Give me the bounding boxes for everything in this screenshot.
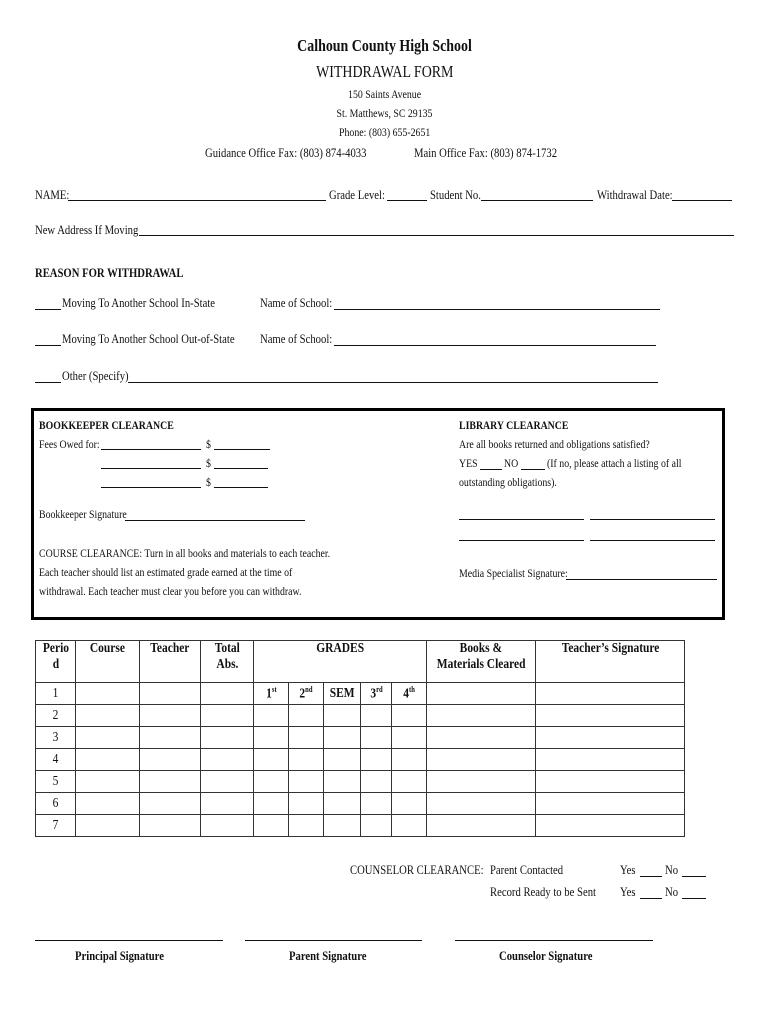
grade-cell[interactable] bbox=[289, 793, 324, 815]
bookkeeper-signature-label: Bookkeeper Signature bbox=[39, 507, 127, 521]
in-state-label: Moving To Another School In-State bbox=[62, 295, 216, 310]
grade-cell[interactable] bbox=[392, 815, 427, 837]
library-no-field[interactable] bbox=[521, 469, 545, 470]
library-no-label: NO bbox=[504, 456, 519, 470]
course-cell[interactable] bbox=[76, 705, 140, 727]
out-of-state-label: Moving To Another School Out-of-State bbox=[62, 331, 235, 346]
total-abs-cell[interactable] bbox=[201, 749, 254, 771]
table-row bbox=[36, 771, 685, 793]
course-cell[interactable] bbox=[76, 727, 140, 749]
withdrawal-date-label: Withdrawal Date: bbox=[597, 187, 673, 202]
header-teacher: Teacher bbox=[140, 641, 201, 683]
address-line2: St. Matthews, SC 29135 bbox=[337, 106, 433, 120]
grade-cell[interactable] bbox=[289, 727, 324, 749]
grade-4th-header: 4th bbox=[392, 683, 427, 705]
books-cleared-cell[interactable] bbox=[427, 727, 536, 749]
grade-cell[interactable] bbox=[361, 727, 392, 749]
teacher-cell[interactable] bbox=[140, 815, 201, 837]
course-cell[interactable] bbox=[76, 749, 140, 771]
principal-signature-field[interactable] bbox=[35, 940, 223, 941]
grade-2nd-header: 2nd bbox=[289, 683, 324, 705]
other-field[interactable] bbox=[128, 382, 658, 383]
guidance-fax: Guidance Office Fax: (803) 874-4033 bbox=[205, 145, 367, 160]
grade-cell[interactable] bbox=[324, 705, 361, 727]
fee-item-2[interactable] bbox=[101, 468, 201, 469]
grade-cell[interactable] bbox=[392, 771, 427, 793]
fee-item-1[interactable] bbox=[101, 449, 201, 450]
teacher-signature-cell[interactable] bbox=[536, 683, 685, 705]
grade-cell[interactable] bbox=[324, 815, 361, 837]
teacher-cell[interactable] bbox=[140, 771, 201, 793]
grade-cell[interactable] bbox=[361, 793, 392, 815]
table-row bbox=[36, 815, 685, 837]
table-row bbox=[36, 749, 685, 771]
period-cell: 1 bbox=[36, 683, 76, 705]
teacher-cell[interactable] bbox=[140, 683, 201, 705]
record-ready-no-field[interactable] bbox=[682, 898, 706, 899]
out-of-state-school-field[interactable] bbox=[334, 345, 656, 346]
library-note-part2: outstanding obligations). bbox=[459, 475, 557, 489]
grade-cell[interactable] bbox=[361, 771, 392, 793]
grade-cell[interactable] bbox=[254, 705, 289, 727]
grade-cell[interactable] bbox=[254, 815, 289, 837]
grade-cell[interactable] bbox=[289, 749, 324, 771]
grade-cell[interactable] bbox=[392, 705, 427, 727]
table-header-row bbox=[36, 641, 685, 683]
teacher-signature-cell[interactable] bbox=[536, 771, 685, 793]
bookkeeper-heading: BOOKKEEPER CLEARANCE bbox=[39, 418, 174, 432]
out-of-state-check[interactable] bbox=[35, 345, 61, 346]
grade-cell[interactable] bbox=[324, 771, 361, 793]
library-obligation-line-4[interactable] bbox=[590, 540, 715, 541]
media-signature-field[interactable] bbox=[566, 579, 717, 580]
books-cleared-cell[interactable] bbox=[427, 705, 536, 727]
counselor-signature-label: Counselor Signature bbox=[499, 948, 593, 963]
library-yes-label: YES bbox=[459, 456, 478, 470]
books-cleared-cell[interactable] bbox=[427, 771, 536, 793]
table-row bbox=[36, 705, 685, 727]
grade-cell[interactable] bbox=[361, 815, 392, 837]
total-abs-cell[interactable] bbox=[201, 727, 254, 749]
fee-amount-3[interactable] bbox=[214, 487, 268, 488]
grade-cell[interactable] bbox=[289, 771, 324, 793]
principal-signature-label: Principal Signature bbox=[75, 948, 164, 963]
library-obligation-line-1[interactable] bbox=[459, 519, 584, 520]
grade-cell[interactable] bbox=[254, 771, 289, 793]
bookkeeper-signature-field[interactable] bbox=[125, 520, 305, 521]
reason-heading: REASON FOR WITHDRAWAL bbox=[35, 265, 184, 280]
dollar-sign-1: $ bbox=[206, 437, 211, 451]
header-course: Course bbox=[76, 641, 140, 683]
library-question: Are all books returned and obligations satisfied? bbox=[459, 437, 650, 451]
fee-amount-1[interactable] bbox=[214, 449, 270, 450]
form-title: WITHDRAWAL FORM bbox=[316, 62, 454, 81]
grade-cell[interactable] bbox=[324, 749, 361, 771]
total-abs-cell[interactable] bbox=[201, 683, 254, 705]
fees-owed-label: Fees Owed for: bbox=[39, 437, 100, 451]
record-ready-label: Record Ready to be Sent bbox=[490, 884, 596, 899]
teacher-signature-cell[interactable] bbox=[536, 749, 685, 771]
library-yes-field[interactable] bbox=[480, 469, 502, 470]
period-cell: 5 bbox=[36, 771, 76, 793]
books-cleared-cell[interactable] bbox=[427, 793, 536, 815]
record-ready-yes-label: Yes bbox=[620, 884, 636, 899]
period-cell: 2 bbox=[36, 705, 76, 727]
student-no-label: Student No. bbox=[430, 187, 481, 202]
grade-cell[interactable] bbox=[289, 815, 324, 837]
name-label: NAME: bbox=[35, 187, 70, 202]
grade-cell[interactable] bbox=[324, 793, 361, 815]
parent-contacted-no-field[interactable] bbox=[682, 876, 706, 877]
teacher-cell[interactable] bbox=[140, 727, 201, 749]
header-total-abs: Total Abs. bbox=[201, 641, 254, 683]
address-line1: 150 Saints Avenue bbox=[348, 87, 422, 101]
library-heading: LIBRARY CLEARANCE bbox=[459, 418, 569, 432]
new-address-field[interactable] bbox=[139, 235, 734, 236]
grade-cell[interactable] bbox=[254, 793, 289, 815]
record-ready-no-label: No bbox=[665, 884, 679, 899]
library-note-part1: (If no, please attach a listing of all bbox=[547, 456, 682, 470]
main-fax: Main Office Fax: (803) 874-1732 bbox=[414, 145, 558, 160]
counselor-clearance-label: COUNSELOR CLEARANCE: bbox=[350, 862, 484, 877]
period-cell: 4 bbox=[36, 749, 76, 771]
course-cell[interactable] bbox=[76, 683, 140, 705]
dollar-sign-3: $ bbox=[206, 475, 211, 489]
total-abs-cell[interactable] bbox=[201, 771, 254, 793]
parent-signature-field[interactable] bbox=[245, 940, 422, 941]
in-state-check[interactable] bbox=[35, 309, 61, 310]
parent-contacted-yes-label: Yes bbox=[620, 862, 636, 877]
grade-cell[interactable] bbox=[392, 793, 427, 815]
fee-item-3[interactable] bbox=[101, 487, 201, 488]
school-name: Calhoun County High School bbox=[297, 36, 473, 55]
course-cell[interactable] bbox=[76, 815, 140, 837]
total-abs-cell[interactable] bbox=[201, 705, 254, 727]
grade-cell[interactable] bbox=[392, 749, 427, 771]
teacher-cell[interactable] bbox=[140, 749, 201, 771]
header-grades: GRADES bbox=[254, 641, 427, 683]
period-cell: 7 bbox=[36, 815, 76, 837]
teacher-signature-cell[interactable] bbox=[536, 727, 685, 749]
period-cell: 6 bbox=[36, 793, 76, 815]
books-cleared-cell[interactable] bbox=[427, 815, 536, 837]
table-row bbox=[36, 727, 685, 749]
counselor-signature-field[interactable] bbox=[455, 940, 653, 941]
withdrawal-date-field[interactable] bbox=[672, 200, 732, 201]
grade-3rd-header: 3rd bbox=[361, 683, 392, 705]
course-clearance-line3: withdrawal. Each teacher must clear you before you can withdraw. bbox=[39, 584, 302, 598]
grade-cell[interactable] bbox=[361, 749, 392, 771]
course-grades-table bbox=[35, 640, 685, 837]
grade-sem-header: SEM bbox=[324, 683, 361, 705]
grade-cell[interactable] bbox=[392, 727, 427, 749]
teacher-signature-cell[interactable] bbox=[536, 793, 685, 815]
grade-cell[interactable] bbox=[254, 727, 289, 749]
teacher-signature-cell[interactable] bbox=[536, 705, 685, 727]
parent-signature-label: Parent Signature bbox=[289, 948, 367, 963]
table-row bbox=[36, 683, 685, 705]
name-field[interactable] bbox=[68, 200, 326, 201]
grade-cell[interactable] bbox=[361, 705, 392, 727]
grade-1st-header: 1st bbox=[254, 683, 289, 705]
out-of-state-school-label: Name of School: bbox=[260, 331, 333, 346]
parent-contacted-yes-field[interactable] bbox=[640, 876, 662, 877]
books-cleared-cell[interactable] bbox=[427, 749, 536, 771]
media-signature-label: Media Specialist Signature: bbox=[459, 566, 568, 580]
table-row bbox=[36, 793, 685, 815]
parent-contacted-label: Parent Contacted bbox=[490, 862, 564, 877]
other-label: Other (Specify) bbox=[62, 368, 129, 383]
parent-contacted-no-label: No bbox=[665, 862, 679, 877]
library-obligation-line-2[interactable] bbox=[590, 519, 715, 520]
total-abs-cell[interactable] bbox=[201, 815, 254, 837]
in-state-school-label: Name of School: bbox=[260, 295, 333, 310]
record-ready-yes-field[interactable] bbox=[640, 898, 662, 899]
phone: Phone: (803) 655-2651 bbox=[339, 125, 431, 139]
student-no-field[interactable] bbox=[481, 200, 593, 201]
in-state-school-field[interactable] bbox=[334, 309, 660, 310]
grade-level-label: Grade Level: bbox=[329, 187, 385, 202]
teacher-cell[interactable] bbox=[140, 793, 201, 815]
fee-amount-2[interactable] bbox=[214, 468, 268, 469]
grade-cell[interactable] bbox=[254, 749, 289, 771]
new-address-label: New Address If Moving bbox=[35, 222, 139, 237]
course-clearance-line2: Each teacher should list an estimated grade earned at the time of bbox=[39, 565, 293, 579]
dollar-sign-2: $ bbox=[206, 456, 211, 470]
header-period: Perio d bbox=[36, 641, 76, 683]
grade-level-field[interactable] bbox=[387, 200, 427, 201]
course-cell[interactable] bbox=[76, 771, 140, 793]
teacher-cell[interactable] bbox=[140, 705, 201, 727]
grade-cell[interactable] bbox=[324, 727, 361, 749]
library-obligation-line-3[interactable] bbox=[459, 540, 584, 541]
course-cell[interactable] bbox=[76, 793, 140, 815]
course-clearance-line1: COURSE CLEARANCE: Turn in all books and materials to each teacher. bbox=[39, 546, 331, 560]
header-books-materials: Books & Materials Cleared bbox=[427, 641, 536, 683]
header-teacher-signature: Teacher’s Signature bbox=[536, 641, 685, 683]
other-check[interactable] bbox=[35, 382, 61, 383]
books-cleared-cell[interactable] bbox=[427, 683, 536, 705]
total-abs-cell[interactable] bbox=[201, 793, 254, 815]
teacher-signature-cell[interactable] bbox=[536, 815, 685, 837]
period-cell: 3 bbox=[36, 727, 76, 749]
grade-cell[interactable] bbox=[289, 705, 324, 727]
